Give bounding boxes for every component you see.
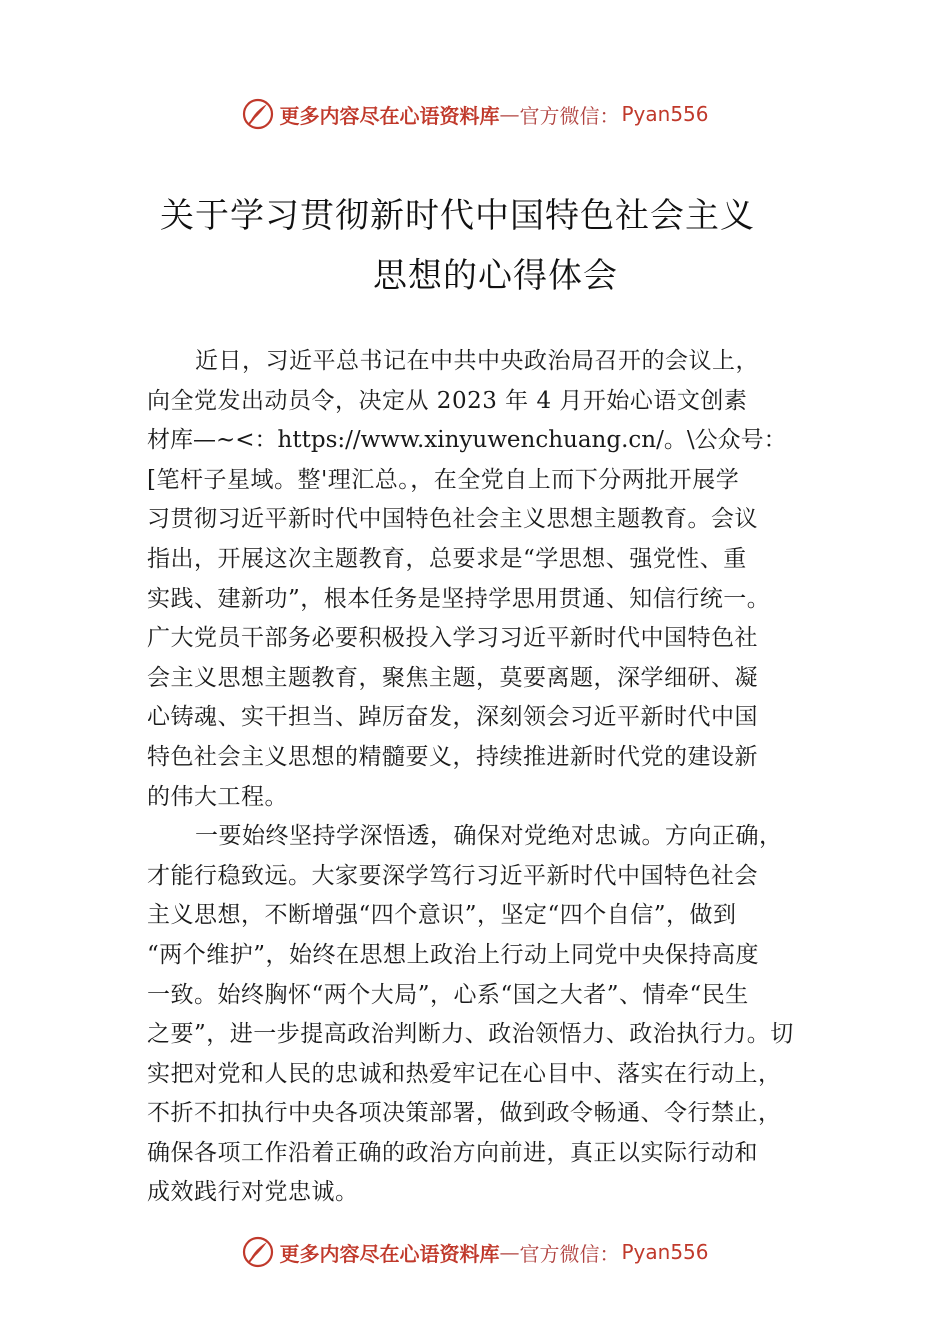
quill-logo-icon (241, 1235, 275, 1269)
document-title-line-1: 关于学习贯彻新时代中国特色社会主义 (160, 196, 755, 236)
banner-wechat-id: Pyan556 (621, 102, 709, 126)
text-line: 近日，习近平总书记在中共中央政治局召开的会议上， (195, 348, 759, 374)
banner-wechat-label: 官方微信： (519, 103, 620, 128)
text-line: 的伟大工程。 (147, 783, 288, 810)
banner-wechat-label: 官方微信： (519, 1241, 620, 1266)
text-line: 才能行稳致远。大家要深学笃行习近平新时代中国特色社会 (147, 862, 758, 889)
text-line: 一致。始终胸怀“两个大局”，心系“国之大者”、情牵“民生 (147, 981, 749, 1008)
paragraph-1 (147, 342, 837, 817)
text-line: 广大党员干部务必要积极投入学习习近平新时代中国特色社 (147, 625, 758, 652)
document-body (147, 342, 837, 1213)
text-line: [笔杆子星域。整'理汇总。，在全党自上而下分两批开展学 (147, 466, 740, 493)
header-banner (0, 94, 950, 134)
text-line: 一要始终坚持学深悟透，确保对党绝对忠诚。方向正确， (195, 823, 783, 850)
banner-main-text: 更多内容尽在心语资料库 (279, 103, 500, 128)
banner-wechat-id: Pyan556 (621, 1240, 709, 1264)
banner-main-text: 更多内容尽在心语资料库 (279, 1241, 500, 1266)
text-line: 向全党发出动员令，决定从 2023 年 4 月开始心语文创素 (147, 387, 748, 414)
text-line: “两个维护”，始终在思想上政治上行动上同党中央保持高度 (147, 941, 760, 968)
quill-logo-icon (241, 97, 275, 131)
text-line: 材库—~<：https://www.xinyuwenchuang.cn/。\公众号： (147, 427, 787, 454)
text-line: 会主义思想主题教育，聚焦主题，莫要离题，深学细研、凝 (147, 664, 758, 691)
text-line: 心铸魂、实干担当、踔厉奋发，深刻领会习近平新时代中国 (147, 704, 758, 731)
paragraph-2 (147, 817, 837, 1213)
document-title-line-2: 思想的心得体会 (373, 256, 618, 296)
text-line: 之要”，进一步提高政治判断力、政治领悟力、政治执行力。切 (147, 1021, 794, 1048)
text-line: 确保各项工作沿着正确的政治方向前进，真正以实际行动和 (147, 1139, 758, 1166)
footer-banner (0, 1232, 950, 1272)
text-line: 主义思想，不断增强“四个意识”，坚定“四个自信”，做到 (147, 902, 737, 929)
text-line: 成效践行对党忠诚。 (147, 1179, 359, 1206)
text-line: 实把对党和人民的忠诚和热爱牢记在心目中、落实在行动上， (147, 1060, 782, 1087)
text-line: 习贯彻习近平新时代中国特色社会主义思想主题教育。会议 (147, 506, 758, 533)
text-line: 指出，开展这次主题教育，总要求是“学思想、强党性、重 (147, 545, 747, 572)
text-line: 实践、建新功”，根本任务是坚持学思用贯通、知信行统一。 (147, 585, 771, 612)
banner-dash: — (499, 102, 520, 126)
text-line: 特色社会主义思想的精髓要义，持续推进新时代党的建设新 (147, 743, 758, 770)
text-line: 不折不扣执行中央各项决策部署，做到政令畅通、令行禁止， (147, 1100, 782, 1127)
banner-dash: — (499, 1240, 520, 1264)
